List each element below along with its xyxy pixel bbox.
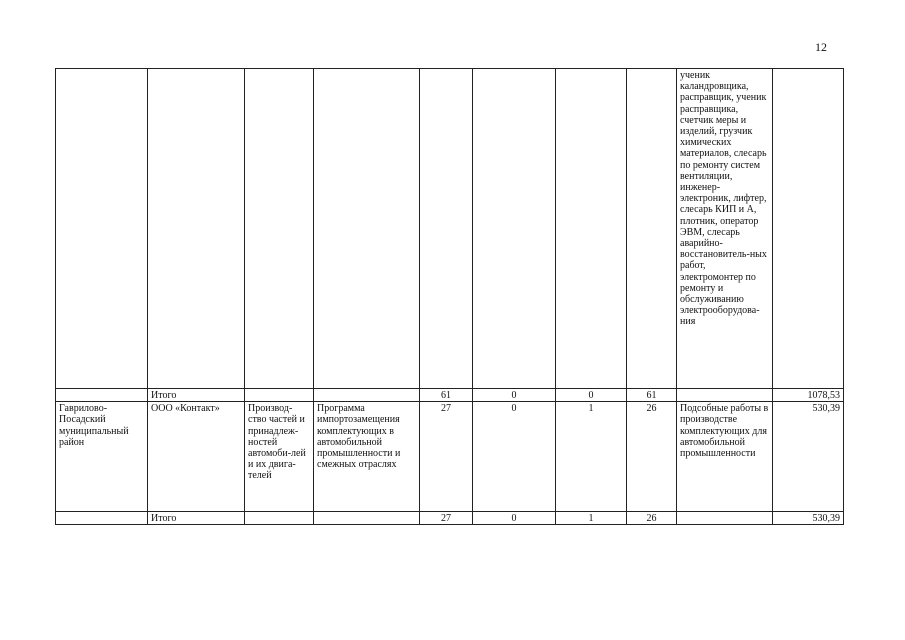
cell-district xyxy=(56,69,148,389)
data-table xyxy=(55,68,844,525)
cell-empty xyxy=(245,512,314,525)
cell-col5: 27 xyxy=(420,512,473,525)
cell-col7: 0 xyxy=(556,389,627,402)
page-number: 12 xyxy=(815,40,827,54)
cell-empty xyxy=(56,512,148,525)
cell-col7: 1 xyxy=(556,512,627,525)
cell-col5: 61 xyxy=(420,389,473,402)
cell-col6: 0 xyxy=(473,389,556,402)
cell-col7 xyxy=(556,69,627,389)
cell-organization xyxy=(148,69,245,389)
cell-profession-list: ученик каландровщика, расправщик, ученик расправщика, счетчик меры и изделий, грузчик химических материалов, слесарь по ремонту систем вентиляции, инженер-электроник, лифтер, слесарь КИП и А, плотник, оператор ЭВМ, слесарь аварийно-восстановитель-ных работ, электромонтер по ремонту и обслуживанию электрооборудова-ния xyxy=(677,69,773,389)
cell-total-label: Итого xyxy=(148,512,245,525)
table-row-continuation xyxy=(56,69,844,389)
table-row-total xyxy=(56,512,844,525)
cell-works: Подсобные работы в производстве комплектующих для автомобильной промышленности xyxy=(677,402,773,512)
cell-col6: 0 xyxy=(473,402,556,512)
cell-col5: 27 xyxy=(420,402,473,512)
table-row-entry xyxy=(56,402,844,512)
cell-col8: 26 xyxy=(627,402,677,512)
cell-col8: 26 xyxy=(627,512,677,525)
cell-col6 xyxy=(473,69,556,389)
cell-total-label: Итого xyxy=(148,389,245,402)
cell-col10 xyxy=(773,69,844,389)
cell-col7: 1 xyxy=(556,402,627,512)
cell-empty xyxy=(314,512,420,525)
cell-activity xyxy=(245,69,314,389)
cell-district: Гаврилово-Посадский муниципальный район xyxy=(56,402,148,512)
cell-empty xyxy=(314,389,420,402)
cell-empty xyxy=(677,512,773,525)
cell-empty xyxy=(677,389,773,402)
cell-col6: 0 xyxy=(473,512,556,525)
cell-program: Программа импортозамещения комплектующих в автомобильной промышленности и смежных отраслях xyxy=(314,402,420,512)
cell-program xyxy=(314,69,420,389)
cell-col10: 530,39 xyxy=(773,512,844,525)
cell-organization: ООО «Контакт» xyxy=(148,402,245,512)
table-row-total xyxy=(56,389,844,402)
cell-empty xyxy=(56,389,148,402)
cell-col8: 61 xyxy=(627,389,677,402)
cell-col10: 530,39 xyxy=(773,402,844,512)
cell-col8 xyxy=(627,69,677,389)
cell-col10: 1078,53 xyxy=(773,389,844,402)
cell-empty xyxy=(245,389,314,402)
cell-activity: Производ-ство частей и принадлеж-ностей автомоби-лей и их двига-телей xyxy=(245,402,314,512)
cell-col5 xyxy=(420,69,473,389)
